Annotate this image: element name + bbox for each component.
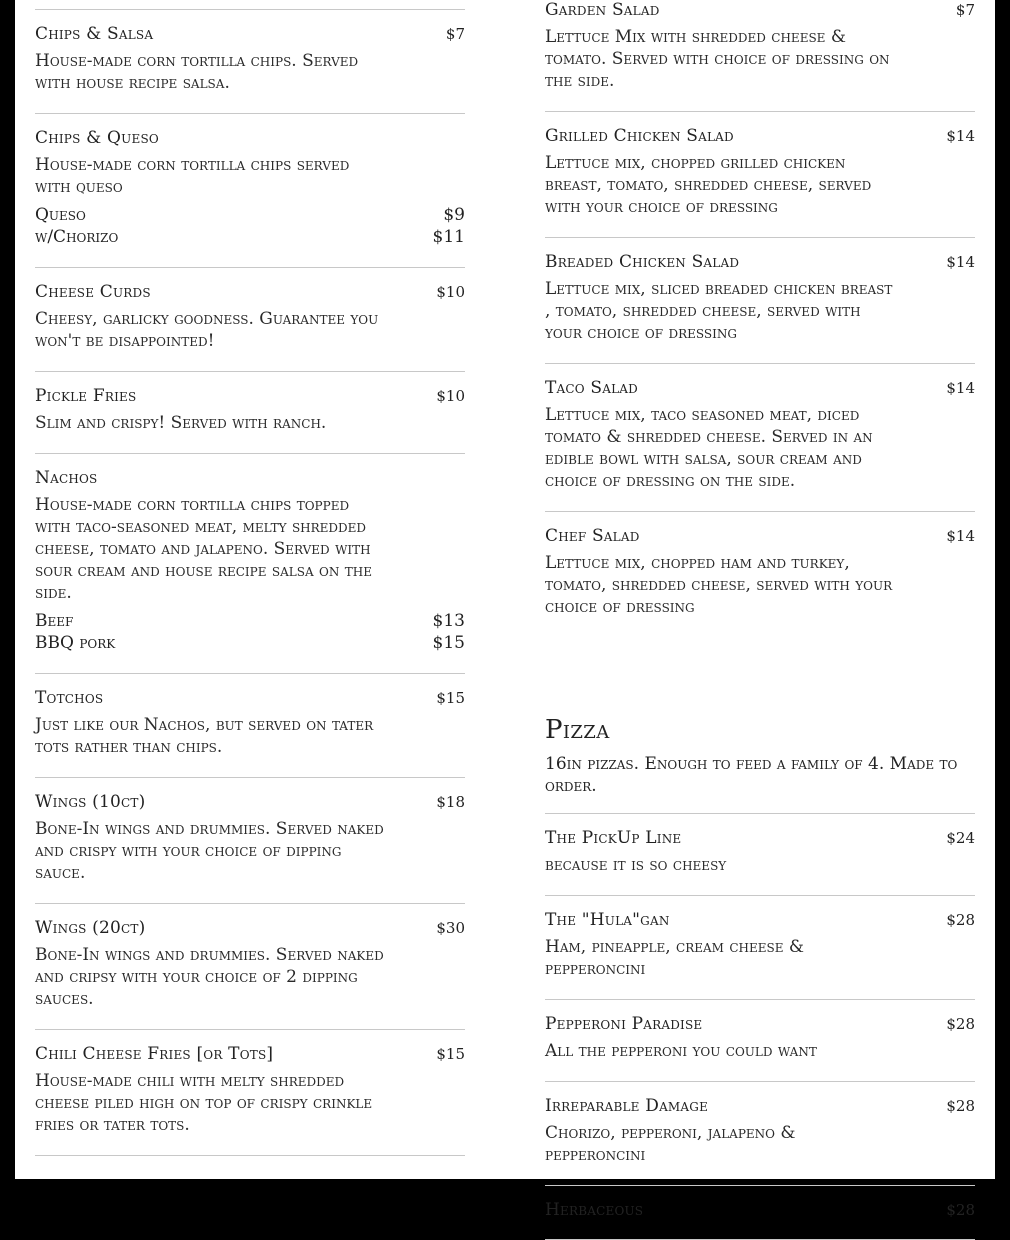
pizza-section-header xyxy=(545,715,975,814)
menu-item-header xyxy=(545,252,975,272)
pizza-section-description: 16in pizzas. Enough to feed a family of 4. Made to order. xyxy=(545,754,958,796)
menu-item-price: $18 xyxy=(436,793,465,811)
menu-item xyxy=(35,1030,465,1156)
pizza-list xyxy=(545,814,975,1240)
menu-item-options xyxy=(35,610,465,654)
menu-item-description: Slim and crispy! Served with ranch. xyxy=(35,413,327,433)
menu-item-price: $14 xyxy=(946,127,975,145)
menu-item-description: All the pepperoni you could want xyxy=(545,1041,817,1061)
menu-item-name: Chef Salad xyxy=(545,526,640,546)
menu-item xyxy=(545,112,975,238)
menu-item xyxy=(545,364,975,512)
menu-item-name: Cheese Curds xyxy=(35,282,151,302)
appetizers-column xyxy=(35,0,465,1156)
menu-item-description: Bone-In wings and drummies. Served naked and crispy with your choice of dipping sauce. xyxy=(35,819,384,883)
menu-item-header xyxy=(545,910,975,930)
menu-item-name: Pickle Fries xyxy=(35,386,137,406)
menu-item-option xyxy=(35,632,465,654)
menu-item-option xyxy=(35,204,465,226)
menu-item-name: Wings (10ct) xyxy=(35,792,146,812)
menu-page xyxy=(15,0,995,1220)
menu-item xyxy=(35,372,465,454)
menu-item-name: Garden Salad xyxy=(545,0,660,20)
menu-item-header xyxy=(35,282,465,302)
menu-item-name: Wings (20ct) xyxy=(35,918,146,938)
menu-item-name: The "Hula"gan xyxy=(545,910,670,930)
menu-item-price: $10 xyxy=(436,283,465,301)
option-label: Queso xyxy=(35,205,86,225)
menu-item-header xyxy=(35,128,465,148)
menu-item-description: Lettuce mix, chopped grilled chicken breast, tomato, shredded cheese, served with your choice of dressing xyxy=(545,153,872,217)
menu-item-header xyxy=(545,0,975,20)
menu-item-name: Grilled Chicken Salad xyxy=(545,126,734,146)
menu-item-option xyxy=(35,226,465,248)
menu-item xyxy=(35,674,465,778)
menu-item-option xyxy=(35,610,465,632)
menu-item xyxy=(35,904,465,1030)
menu-item-description: because it is so cheesy xyxy=(545,855,727,875)
menu-item-description: House-made chili with melty shredded cheese piled high on top of crispy crinkle fries or tater tots. xyxy=(35,1071,373,1135)
menu-item-price: $14 xyxy=(946,253,975,271)
menu-item xyxy=(545,0,975,112)
pizza-section-title: Pizza xyxy=(545,715,610,745)
menu-item-price: $28 xyxy=(946,1201,975,1219)
menu-item xyxy=(545,814,975,896)
menu-item-header xyxy=(35,386,465,406)
menu-item-header xyxy=(35,468,465,488)
menu-item-name: Chili Cheese Fries [or Tots] xyxy=(35,1044,274,1064)
menu-item-name: Breaded Chicken Salad xyxy=(545,252,740,272)
appetizer-list xyxy=(35,10,465,1156)
menu-item-price: $28 xyxy=(946,1097,975,1115)
salads-pizza-column xyxy=(545,0,975,1240)
menu-item-header xyxy=(545,1096,975,1116)
option-price: $9 xyxy=(443,205,465,225)
menu-item-header xyxy=(35,918,465,938)
menu-item-description: House-made corn tortilla chips served with queso xyxy=(35,155,350,197)
menu-item-header xyxy=(545,378,975,398)
menu-item-description: House-made corn tortilla chips. Served with house recipe salsa. xyxy=(35,51,359,93)
option-label: Beef xyxy=(35,611,74,631)
menu-item-description: Chorizo, pepperoni, jalapeno & pepperoncini xyxy=(545,1123,796,1165)
menu-item-name: Taco Salad xyxy=(545,378,638,398)
menu-item xyxy=(35,778,465,904)
menu-item-name: Herbaceous xyxy=(545,1200,644,1220)
menu-item xyxy=(545,896,975,1000)
menu-item-header xyxy=(545,1200,975,1220)
option-price: $13 xyxy=(432,611,465,631)
salad-list xyxy=(545,0,975,637)
menu-item xyxy=(545,1000,975,1082)
menu-item-description: Ham, pineapple, cream cheese & pepperoncini xyxy=(545,937,805,979)
menu-item-header xyxy=(545,526,975,546)
menu-item-header xyxy=(35,688,465,708)
menu-item-header xyxy=(545,1014,975,1034)
menu-item-description: Lettuce mix, chopped ham and turkey, tomato, shredded cheese, served with your choice of dressing xyxy=(545,553,893,617)
menu-item-options xyxy=(35,204,465,248)
menu-item-name: The PickUp Line xyxy=(545,828,682,848)
menu-item-name: Irreparable Damage xyxy=(545,1096,709,1116)
menu-item xyxy=(35,114,465,268)
menu-item-name: Totchos xyxy=(35,688,104,708)
menu-item-header xyxy=(545,126,975,146)
menu-item-price: $7 xyxy=(955,1,975,19)
menu-item-name: Pepperoni Paradise xyxy=(545,1014,703,1034)
menu-item-description: Cheesy, garlicky goodness. Guarantee you won't be disappointed! xyxy=(35,309,379,351)
menu-item xyxy=(545,238,975,364)
menu-item xyxy=(35,268,465,372)
menu-item-name: Chips & Queso xyxy=(35,128,159,148)
menu-item-price: $15 xyxy=(436,1045,465,1063)
menu-item-description: Bone-In wings and drummies. Served naked and cripsy with your choice of 2 dipping sauces. xyxy=(35,945,384,1009)
menu-item-description: Lettuce mix, sliced breaded chicken breast , tomato, shredded cheese, served with your choice of dressing xyxy=(545,279,893,343)
menu-item-header xyxy=(35,792,465,812)
menu-item-name: Nachos xyxy=(35,468,98,488)
menu-item-header xyxy=(35,24,465,44)
option-label: BBQ pork xyxy=(35,633,116,653)
menu-item-name: Chips & Salsa xyxy=(35,24,154,44)
menu-item-description: House-made corn tortilla chips topped with taco-seasoned meat, melty shredded cheese, tomato and jalapeno. Served with sour cream and house recipe salsa on the side. xyxy=(35,495,373,603)
menu-item xyxy=(545,512,975,637)
option-label: w/Chorizo xyxy=(35,227,119,247)
menu-item-description: Lettuce mix, taco seasoned meat, diced tomato & shredded cheese. Served in an edible bowl with salsa, sour cream and choice of dressing on the side. xyxy=(545,405,873,491)
menu-item xyxy=(545,1186,975,1240)
menu-item-price: $28 xyxy=(946,1015,975,1033)
menu-item-header xyxy=(35,1044,465,1064)
option-price: $11 xyxy=(432,227,465,247)
menu-item xyxy=(35,10,465,114)
menu-item-price: $24 xyxy=(946,829,975,847)
menu-item xyxy=(35,454,465,674)
menu-item-price: $14 xyxy=(946,527,975,545)
menu-item-price: $30 xyxy=(436,919,465,937)
menu-item-price: $14 xyxy=(946,379,975,397)
menu-item-price: $28 xyxy=(946,911,975,929)
menu-item-price: $10 xyxy=(436,387,465,405)
menu-item-description: Just like our Nachos, but served on tater tots rather than chips. xyxy=(35,715,374,757)
menu-item-header xyxy=(545,828,975,848)
menu-item-description: Lettuce Mix with shredded cheese & tomato. Served with choice of dressing on the side. xyxy=(545,27,890,91)
menu-item-price: $15 xyxy=(436,689,465,707)
menu-item-price: $7 xyxy=(445,25,465,43)
menu-item xyxy=(545,1082,975,1186)
option-price: $15 xyxy=(432,633,465,653)
